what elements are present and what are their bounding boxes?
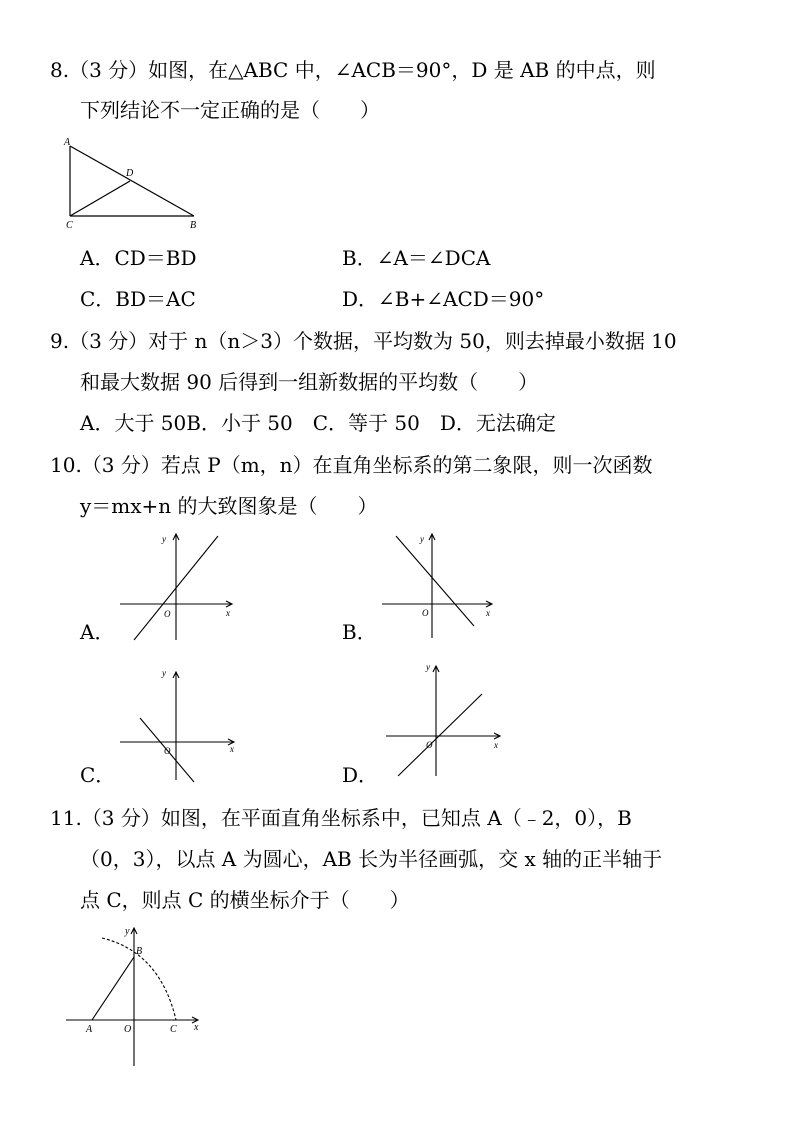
q11-label-b: B	[136, 946, 143, 957]
q10c-x-label: x	[230, 744, 234, 754]
q11-label-o: O	[124, 1024, 132, 1035]
q8-option-a: A．CD＝BD	[80, 246, 197, 270]
q8-line1: 8.（3 分）如图，在△ABC 中，∠ACB＝90°，D 是 AB 的中点，则	[50, 58, 656, 82]
q11-x-label: x	[194, 1022, 199, 1033]
q10a-y-label: y	[162, 534, 166, 544]
q11-arc-figure	[62, 924, 212, 1070]
q11-line2: （0，3），以点 A 为圆心，AB 长为半径画弧，交 x 轴的正半轴于	[80, 847, 663, 871]
q11-label-a: A	[86, 1024, 93, 1035]
q9-options: A．大于 50B．小于 50 C．等于 50 D．无法确定	[80, 411, 556, 435]
q10-line1: 10.（3 分）若点 P（m，n）在直角坐标系的第二象限，则一次函数	[50, 453, 653, 477]
q10b-origin-label: O	[422, 608, 429, 618]
q8-label-d: D	[126, 168, 134, 179]
q8-label-c: C	[66, 220, 73, 231]
q11-line1: 11.（3 分）如图，在平面直角坐标系中，已知点 A（﹣2，0），B	[50, 806, 632, 830]
q10d-y-label: y	[426, 662, 430, 672]
q8-triangle-figure	[60, 134, 210, 234]
q11-line3: 点 C，则点 C 的横坐标介于（ ）	[80, 888, 410, 912]
q10-option-d-label: D．	[342, 763, 379, 787]
q10d-origin-label: O	[426, 740, 433, 750]
q10-option-a-label: A．	[80, 620, 115, 644]
q11-y-label: y	[125, 926, 130, 937]
q10b-y-label: y	[420, 534, 424, 544]
q10a-x-label: x	[226, 608, 230, 618]
q10c-y-label: y	[162, 668, 166, 678]
q8-line2: 下列结论不一定正确的是（ ）	[80, 98, 380, 122]
q10b-x-label: x	[486, 608, 490, 618]
q10a-origin-label: O	[164, 609, 171, 619]
q8-label-a: A	[64, 137, 71, 148]
q10-option-c-label: C．	[80, 763, 116, 787]
q8-option-d: D．∠B+∠ACD＝90°	[342, 287, 545, 311]
q10d-x-label: x	[494, 740, 498, 750]
q10-graph-a	[118, 530, 248, 645]
q11-label-c: C	[170, 1024, 177, 1035]
q10-graph-c	[118, 662, 248, 784]
q9-line1: 9.（3 分）对于 n（n＞3）个数据，平均数为 50，则去掉最小数据 10	[50, 329, 677, 353]
q10-graph-d	[384, 656, 506, 780]
q8-option-c: C．BD＝AC	[80, 287, 196, 311]
q8-option-b: B．∠A＝∠DCA	[342, 246, 491, 270]
q8-label-b: B	[190, 220, 197, 231]
q10-option-b-label: B．	[342, 620, 377, 644]
q10c-origin-label: O	[164, 746, 171, 756]
q10-line2: y＝mx+n 的大致图象是（ ）	[80, 494, 378, 518]
q10-graph-b	[380, 530, 500, 640]
q9-line2: 和最大数据 90 后得到一组新数据的平均数（ ）	[80, 370, 539, 394]
